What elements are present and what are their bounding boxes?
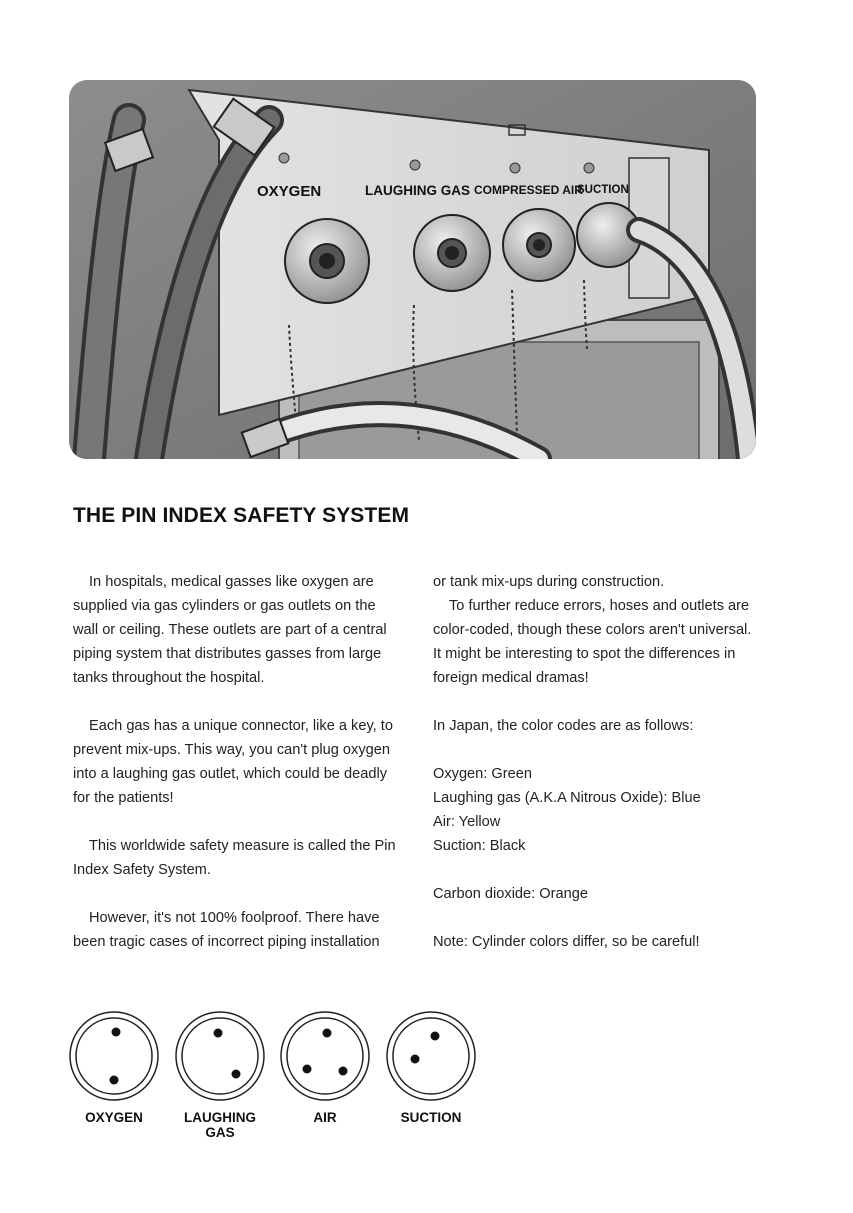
- color-code-laughing-gas: Laughing gas (A.K.A Nitrous Oxide): Blue: [433, 790, 701, 806]
- color-code-air: Air: Yellow: [433, 814, 501, 830]
- paragraph: However, it's not 100% foolproof. There have been tragic cases of incorrect piping installation: [73, 910, 380, 950]
- right-column: [433, 570, 763, 978]
- pin-diagram-oxygen: [66, 1010, 162, 1125]
- color-code-list: [433, 762, 763, 858]
- paragraph: or tank mix-ups during construction.: [433, 574, 665, 590]
- panel-label-laughing-gas: LAUGHING GAS: [365, 183, 471, 198]
- pin-diagram-suction: [383, 1010, 479, 1125]
- panel-label-suction: SUCTION: [577, 184, 629, 196]
- three-pin-index-icon: [279, 1010, 371, 1102]
- panel-label-compressed-air: COMPRESSED AIR: [474, 183, 583, 197]
- two-pin-index-icon: [174, 1010, 266, 1102]
- page-title: THE PIN INDEX SAFETY SYSTEM: [73, 504, 410, 527]
- color-code-suction: Suction: Black: [433, 838, 526, 854]
- pin-label: LAUGHING GAS: [184, 1110, 256, 1140]
- paragraph: In hospitals, medical gasses like oxygen are supplied via gas cylinders or gas outlets on the wall or ceiling. These outlets are part of a central piping system that distributes gasses from large tanks throughout the hospital.: [73, 574, 387, 686]
- two-pin-index-icon: [68, 1010, 160, 1102]
- paragraph: Each gas has a unique connector, like a key, to prevent mix-ups. This way, you can't plug oxygen into a laughing gas outlet, which could be deadly for the patients!: [73, 718, 393, 806]
- two-pin-index-icon: [385, 1010, 477, 1102]
- pin-label: AIR: [313, 1110, 337, 1125]
- pin-diagram-air: [277, 1010, 373, 1125]
- pin-label: SUCTION: [400, 1110, 462, 1125]
- pin-diagram-laughing-gas: [172, 1010, 268, 1140]
- pin-index-diagrams: [66, 1010, 486, 1140]
- paragraph: In Japan, the color codes are as follows:: [433, 718, 694, 734]
- paragraph: To further reduce errors, hoses and outlets are color-coded, though these colors aren't universal. It might be interesting to spot the differences in foreign medical dramas!: [433, 598, 752, 686]
- paragraph: This worldwide safety measure is called the Pin Index Safety System.: [73, 838, 396, 878]
- left-column: [73, 570, 403, 978]
- gas-outlet-illustration: [69, 80, 756, 459]
- panel-label-oxygen: OXYGEN: [257, 183, 322, 200]
- color-code-carbon-dioxide: Carbon dioxide: Orange: [433, 886, 588, 902]
- color-code-oxygen: Oxygen: Green: [433, 766, 532, 782]
- pin-label: OXYGEN: [85, 1110, 143, 1125]
- cylinder-note: Note: Cylinder colors differ, so be careful!: [433, 934, 700, 950]
